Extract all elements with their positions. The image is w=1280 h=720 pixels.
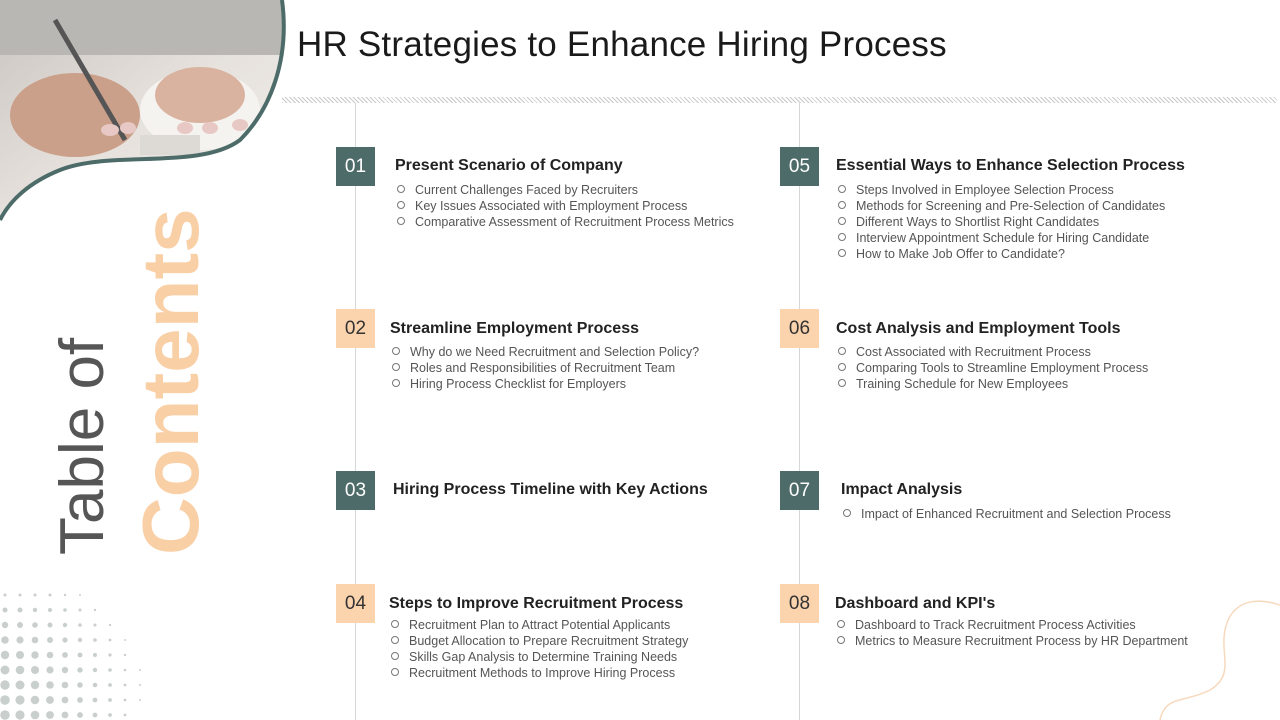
section-title[interactable]: Hiring Process Timeline with Key Actions	[393, 481, 708, 498]
section-title[interactable]: Cost Analysis and Employment Tools	[836, 320, 1121, 337]
circle-bullet-icon	[838, 217, 846, 225]
list-item: Recruitment Plan to Attract Potential Applicants	[391, 617, 688, 633]
list-item: Comparative Assessment of Recruitment Process Metrics	[397, 214, 734, 230]
circle-bullet-icon	[392, 363, 400, 371]
circle-bullet-icon	[397, 201, 405, 209]
circle-bullet-icon	[838, 249, 846, 257]
swirl-decoration	[1150, 595, 1280, 720]
left-column-line	[355, 103, 356, 720]
circle-bullet-icon	[391, 652, 399, 660]
section-title[interactable]: Dashboard and KPI's	[835, 595, 996, 612]
section-items	[391, 617, 688, 681]
section-number-badge: 01	[336, 147, 375, 186]
list-item: Key Issues Associated with Employment Process	[397, 198, 734, 214]
list-item: Current Challenges Faced by Recruiters	[397, 182, 734, 198]
list-item: Why do we Need Recruitment and Selection Policy?	[392, 344, 699, 360]
section-number-badge: 06	[780, 309, 819, 348]
section-items	[838, 344, 1148, 392]
list-item: How to Make Job Offer to Candidate?	[838, 246, 1165, 262]
list-item: Recruitment Methods to Improve Hiring Process	[391, 665, 688, 681]
list-item: Hiring Process Checklist for Employers	[392, 376, 699, 392]
section-number-badge: 04	[336, 584, 375, 623]
circle-bullet-icon	[838, 185, 846, 193]
circle-bullet-icon	[838, 379, 846, 387]
header-photo	[0, 0, 290, 225]
section-title[interactable]: Steps to Improve Recruitment Process	[389, 595, 684, 612]
list-item: Interview Appointment Schedule for Hiring Candidate	[838, 230, 1165, 246]
circle-bullet-icon	[391, 668, 399, 676]
circle-bullet-icon	[838, 347, 846, 355]
circle-bullet-icon	[838, 201, 846, 209]
list-item: Metrics to Measure Recruitment Process by HR Department	[837, 633, 1188, 649]
section-number-badge: 08	[780, 584, 819, 623]
list-item: Impact of Enhanced Recruitment and Selection Process	[843, 506, 1171, 522]
circle-bullet-icon	[397, 217, 405, 225]
circle-bullet-icon	[397, 185, 405, 193]
section-items	[843, 506, 1171, 522]
section-title[interactable]: Essential Ways to Enhance Selection Process	[836, 157, 1185, 174]
circle-bullet-icon	[837, 636, 845, 644]
title-divider	[282, 97, 1277, 103]
list-item: Roles and Responsibilities of Recruitment Team	[392, 360, 699, 376]
section-title[interactable]: Present Scenario of Company	[395, 157, 623, 174]
section-items	[397, 182, 734, 230]
list-item: Training Schedule for New Employees	[838, 376, 1148, 392]
circle-bullet-icon	[391, 636, 399, 644]
toc-label-line1: Table of	[48, 337, 117, 555]
section-number-badge: 05	[780, 147, 819, 186]
page-title: HR Strategies to Enhance Hiring Process	[297, 25, 947, 64]
list-item: Comparing Tools to Streamline Employment Process	[838, 360, 1148, 376]
list-item: Methods for Screening and Pre-Selection of Candidates	[838, 198, 1165, 214]
list-item: Different Ways to Shortlist Right Candidates	[838, 214, 1165, 230]
circle-bullet-icon	[838, 363, 846, 371]
circle-bullet-icon	[838, 233, 846, 241]
circle-bullet-icon	[843, 509, 851, 517]
list-item: Skills Gap Analysis to Determine Training Needs	[391, 649, 688, 665]
section-items	[837, 617, 1188, 649]
section-title[interactable]: Streamline Employment Process	[390, 320, 639, 337]
dot-pattern-decoration	[0, 590, 170, 720]
list-item: Budget Allocation to Prepare Recruitment Strategy	[391, 633, 688, 649]
section-number-badge: 07	[780, 471, 819, 510]
section-items	[838, 182, 1165, 262]
list-item: Dashboard to Track Recruitment Process Activities	[837, 617, 1188, 633]
list-item: Cost Associated with Recruitment Process	[838, 344, 1148, 360]
list-item: Steps Involved in Employee Selection Process	[838, 182, 1165, 198]
section-number-badge: 03	[336, 471, 375, 510]
toc-label-line2: Contents	[126, 208, 215, 555]
circle-bullet-icon	[391, 620, 399, 628]
section-items	[392, 344, 699, 392]
section-title[interactable]: Impact Analysis	[841, 481, 963, 498]
circle-bullet-icon	[837, 620, 845, 628]
circle-bullet-icon	[392, 347, 400, 355]
circle-bullet-icon	[392, 379, 400, 387]
section-number-badge: 02	[336, 309, 375, 348]
right-column-line	[799, 103, 800, 720]
